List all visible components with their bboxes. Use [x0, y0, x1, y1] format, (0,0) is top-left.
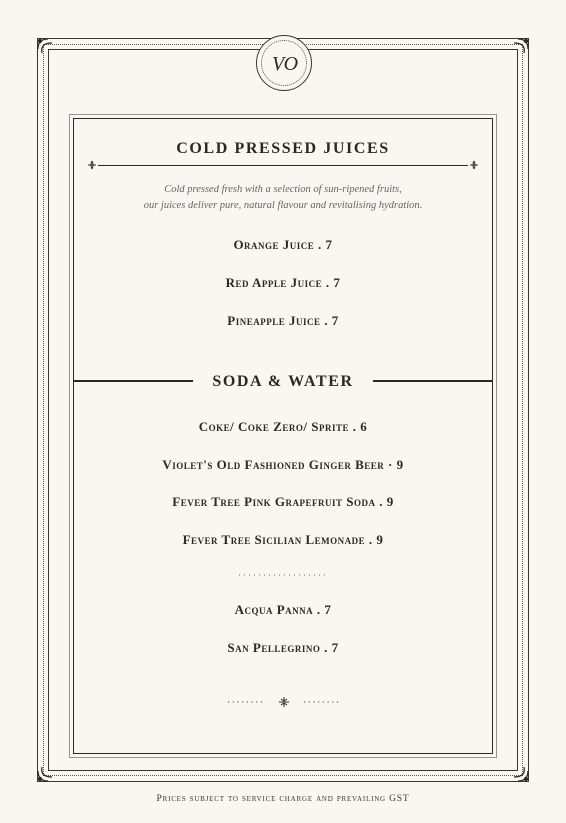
corner-flourish-icon	[504, 35, 532, 63]
menu-item: Violet's Old Fashioned Ginger Beer · 9	[162, 457, 404, 472]
menu-item: Fever Tree Pink Grapefruit Soda . 9	[172, 494, 394, 509]
menu-item: Pineapple Juice . 7	[227, 313, 339, 328]
menu-item: Red Apple Juice . 7	[225, 275, 341, 290]
corner-flourish-icon	[34, 757, 62, 785]
dotted-separator	[238, 573, 330, 577]
menu-item: San Pellegrino . 7	[227, 640, 339, 655]
section-description-line1: Cold pressed fresh with a selection of sun-ripened fruits,	[164, 184, 402, 195]
fleuron-right-icon	[468, 159, 480, 171]
menu-item: Orange Juice . 7	[233, 237, 333, 252]
corner-flourish-icon	[504, 757, 532, 785]
section-title-soda: SODA & WATER	[212, 373, 354, 390]
footer-note: Prices subject to service charge and prevailing GST	[156, 794, 410, 804]
section-description-line2: our juices deliver pure, natural flavour and revitalising hydration.	[143, 200, 423, 211]
fleuron-left-icon	[86, 159, 98, 171]
logo-medallion	[256, 35, 312, 91]
section-divider	[98, 165, 468, 166]
menu-item: Acqua Panna . 7	[234, 602, 332, 617]
section-title-juices: COLD PRESSED JUICES	[176, 140, 390, 157]
bottom-ornament-icon	[226, 695, 342, 709]
menu-item: Fever Tree Sicilian Lemonade . 9	[182, 532, 384, 547]
corner-flourish-icon	[34, 35, 62, 63]
logo-ring	[261, 40, 307, 86]
menu-item: Coke/ Coke Zero/ Sprite . 6	[198, 419, 368, 434]
logo-monogram: VO	[271, 53, 299, 75]
